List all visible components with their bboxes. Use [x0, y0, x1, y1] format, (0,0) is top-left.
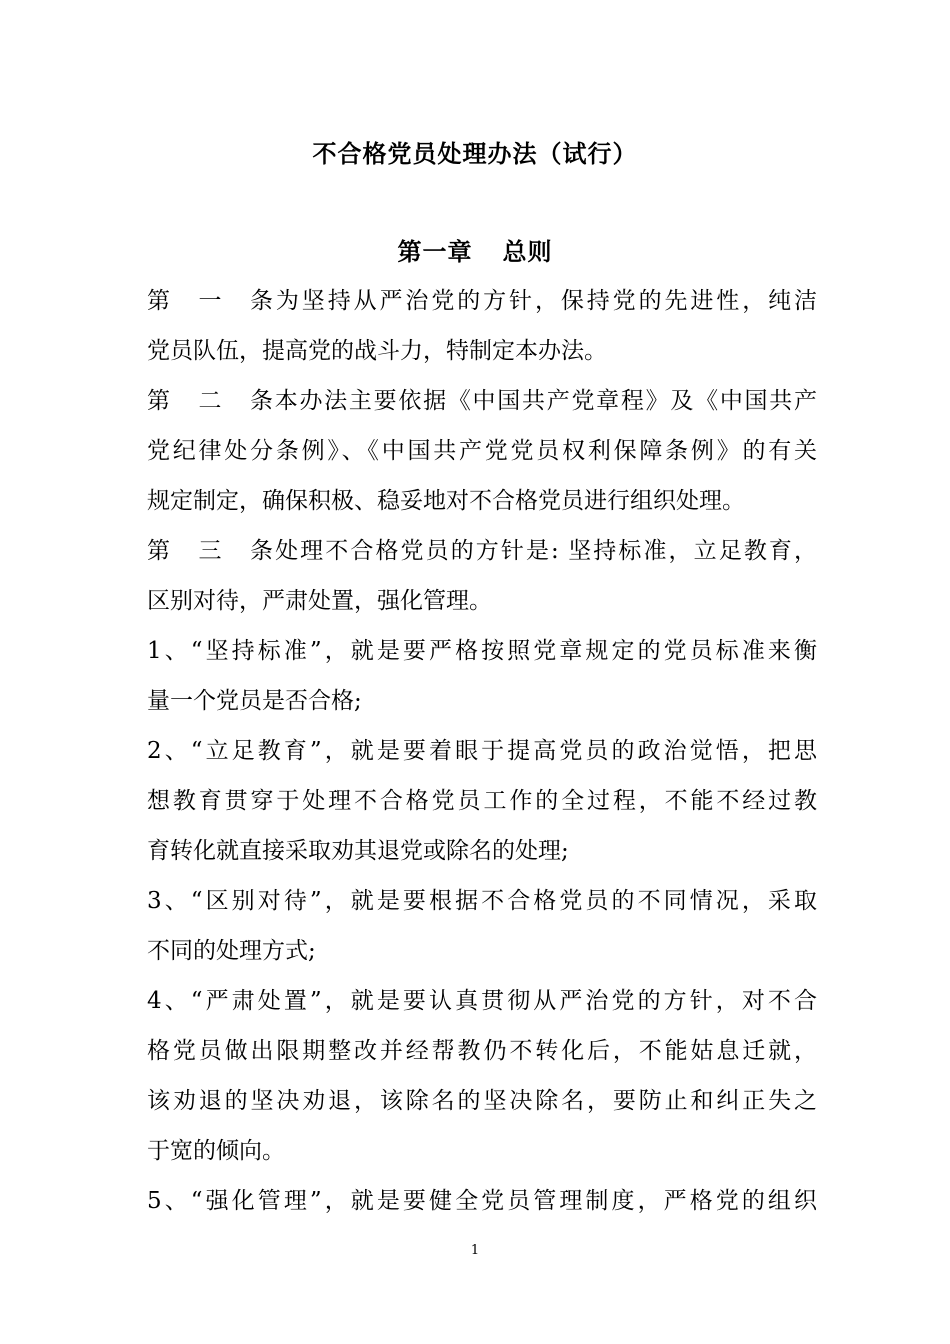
article-text: 处理不合格党员的方针是: 坚持标准，立足教育， [273, 538, 817, 564]
document-body [147, 278, 817, 1228]
list-item-line: 该劝退的坚决劝退，该除名的坚决除名，要防止和纠正失之 [147, 1088, 817, 1114]
article-first-line [147, 378, 817, 428]
paragraph-line: 党纪律处分条例》、《中国共产党党员权利保障条例》的有关 [147, 438, 817, 464]
list-item-line: 不同的处理方式; [147, 938, 316, 964]
paragraph-line: 区别对待，严肃处置，强化管理。 [147, 588, 492, 614]
page-number: 1 [470, 1243, 480, 1258]
list-item-line: 育转化就直接采取劝其退党或除名的处理; [147, 838, 569, 864]
article-label: 第一条 [147, 288, 273, 314]
list-item-line: 5、“强化管理”，就是要健全党员管理制度，严格党的组织 [147, 1188, 817, 1214]
list-item-line: 想教育贯穿于处理不合格党员工作的全过程，不能不经过教 [147, 788, 817, 814]
document-title: 不合格党员处理办法（试行） [312, 139, 638, 168]
list-item-line: 3、“区别对待”，就是要根据不合格党员的不同情况，采取 [147, 888, 817, 914]
chapter-name: 总则 [502, 237, 553, 266]
article-first-line [147, 528, 817, 578]
article-text: 为坚持从严治党的方针，保持党的先进性，纯洁 [273, 288, 817, 314]
paragraph-line: 规定制定，确保积极、稳妥地对不合格党员进行组织处理。 [147, 488, 745, 514]
article-label: 第三条 [147, 538, 273, 564]
article-text: 本办法主要依据《中国共产党章程》及《中国共产 [273, 388, 817, 414]
list-item-line: 于宽的倾向。 [147, 1138, 285, 1164]
list-item-line: 量一个党员是否合格; [147, 688, 362, 714]
article-first-line [147, 278, 817, 328]
paragraph-line: 党员队伍，提高党的战斗力，特制定本办法。 [147, 338, 607, 364]
list-item-line: 2、“立足教育”，就是要着眼于提高党员的政治觉悟，把思 [147, 738, 817, 764]
list-item-line: 1、“坚持标准”，就是要严格按照党章规定的党员标准来衡 [147, 638, 817, 664]
list-item-line: 4、“严肃处置”，就是要认真贯彻从严治党的方针，对不合 [147, 988, 817, 1014]
article-label: 第二条 [147, 388, 273, 414]
chapter-heading [0, 232, 950, 267]
chapter-number: 第一章 [397, 237, 473, 266]
list-item-line: 格党员做出限期整改并经帮教仍不转化后，不能姑息迁就， [147, 1038, 817, 1064]
